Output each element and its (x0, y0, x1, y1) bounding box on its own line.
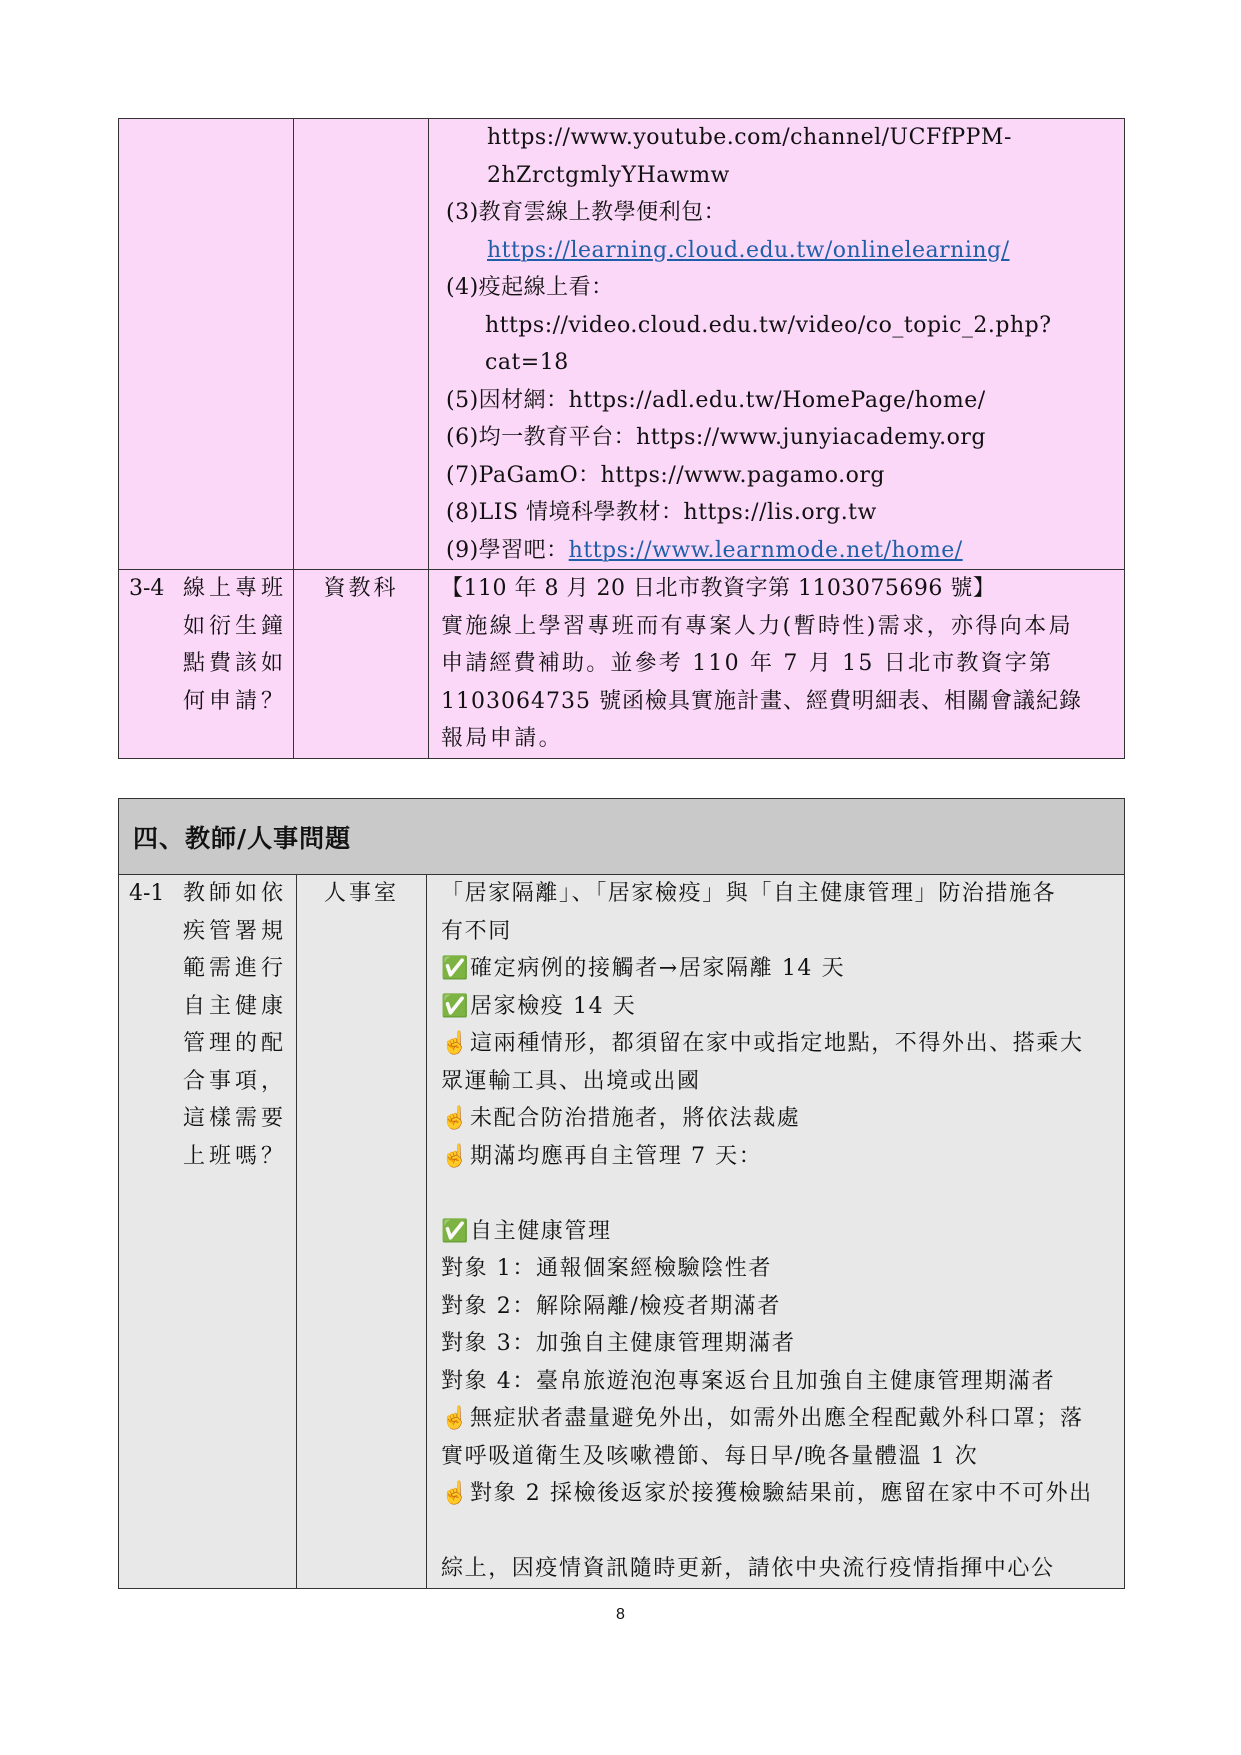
answer-line: 實呼吸道衛生及咳嗽禮節、每日早/晚各量體溫 1 次 (441, 1443, 979, 1469)
department-cell (297, 875, 427, 1589)
answer-line: ☝對象 2 採檢後返家於接獲檢驗結果前，應留在家中不可外出 (441, 1481, 1093, 1506)
department-cell (294, 570, 429, 759)
question-line: 這樣需要 (183, 1106, 288, 1131)
table-row (119, 570, 1125, 759)
list-item: https://video.cloud.edu.tw/video/co_topic_2.php? (485, 312, 1052, 338)
answer-line: ☝無症狀者盡量避免外出，如需外出應全程配戴外科口罩；落 (441, 1406, 1084, 1431)
teacher-personnel-table (118, 798, 1125, 1589)
resource-link[interactable]: https://learning.cloud.edu.tw/onlinelearning/ (487, 237, 1010, 263)
answer-line: 報局申請。 (441, 726, 564, 751)
resources-table (118, 118, 1125, 759)
empty-cell (294, 119, 429, 570)
list-item: (8)LIS 情境科學教材：https://lis.org.tw (446, 500, 877, 525)
answer-line: 對象 4：臺帛旅遊泡泡專案返台且加強自主健康管理期滿者 (441, 1368, 1056, 1394)
question-line: 疾管署規 (183, 918, 288, 944)
question-line: 上班嗎？ (183, 1143, 288, 1169)
question-id: 3-4 (129, 576, 165, 601)
answer-line: ✅自主健康管理 (441, 1218, 612, 1244)
links-list (429, 119, 1124, 532)
answer-line: 對象 3：加強自主健康管理期滿者 (441, 1331, 796, 1356)
link-prefix: (9)學習吧： (446, 537, 569, 563)
list-item: 2hZrctgmlyYHawmw (487, 162, 730, 188)
answer-line: 1103064735 號函檢具實施計畫、經費明細表、相關會議紀錄 (441, 688, 1082, 714)
answer-line: ☝這兩種情形，都須留在家中或指定地點，不得外出、搭乘大 (441, 1031, 1084, 1056)
question-cell (119, 875, 297, 1589)
answer-line: ✅確定病例的接觸者→居家隔離 14 天 (441, 956, 846, 981)
question-text (183, 570, 287, 720)
answer-line: 有不同 (441, 918, 512, 944)
blank-line (441, 1175, 1124, 1213)
answer-line: ☝未配合防治措施者，將依法裁處 (441, 1106, 801, 1131)
question-line: 點費該如 (183, 651, 288, 676)
list-item (429, 532, 1124, 570)
answer-line: 對象 2：解除隔離/檢疫者期滿者 (441, 1293, 782, 1319)
learnmode-link[interactable]: https://www.learnmode.net/home/ (568, 537, 963, 563)
list-item: (3)教育雲線上教學便利包： (446, 200, 727, 225)
answer-cell (427, 875, 1125, 1589)
section-header-row (119, 799, 1125, 875)
question-line: 教師如依 (183, 881, 288, 906)
answer-line: 申請經費補助。並參考 110 年 7 月 15 日北市教資字第 (441, 651, 1054, 676)
answer-line: ✅居家檢疫 14 天 (441, 993, 637, 1019)
answer-line: 【110 年 8 月 20 日北市教資字第 1103075696 號】 (441, 576, 996, 601)
section-title: 四、教師/人事問題 (133, 823, 352, 853)
question-line: 何申請？ (183, 688, 288, 714)
list-item: (4)疫起線上看： (446, 275, 614, 300)
page-number: 8 (616, 1606, 625, 1623)
empty-cell (119, 119, 294, 570)
question-text (183, 875, 287, 1175)
blank-line (441, 1513, 1124, 1551)
question-line: 合事項， (183, 1068, 288, 1094)
question-line: 如衍生鐘 (183, 613, 288, 639)
list-item: (5)因材網：https://adl.edu.tw/HomePage/home/ (446, 387, 986, 413)
answer-line: 「居家隔離」、「居家檢疫」與「自主健康管理」防治措施各 (441, 881, 1057, 906)
list-item: (6)均一教育平台：https://www.junyiacademy.org (446, 425, 986, 450)
question-line: 線上專班 (183, 576, 288, 601)
answer-line: 眾運輸工具、出境或出國 (441, 1068, 701, 1094)
list-item: cat=18 (485, 350, 569, 375)
answer-line: ☝期滿均應再自主管理 7 天： (441, 1143, 763, 1169)
question-line: 自主健康 (183, 993, 288, 1019)
department-label: 人事室 (323, 881, 399, 906)
answer-line: 對象 1：通報個案經檢驗陰性者 (441, 1256, 772, 1281)
list-item: https://www.youtube.com/channel/UCFfPPM- (487, 125, 1012, 150)
answer-line: 實施線上學習專班而有專案人力(暫時性)需求，亦得向本局 (441, 613, 1073, 639)
question-id: 4-1 (129, 881, 165, 906)
table-row (119, 119, 1125, 570)
table-row (119, 875, 1125, 1589)
links-cell (429, 119, 1125, 570)
question-cell (119, 570, 294, 759)
question-line: 範需進行 (183, 956, 288, 981)
question-line: 管理的配 (183, 1031, 288, 1056)
department-label: 資教科 (323, 576, 399, 601)
answer-line: 綜上，因疫情資訊隨時更新，請依中央流行疫情指揮中心公 (441, 1556, 1055, 1581)
section-header (119, 799, 1125, 875)
list-item: (7)PaGamO：https://www.pagamo.org (446, 462, 885, 488)
answer-cell (429, 570, 1125, 759)
